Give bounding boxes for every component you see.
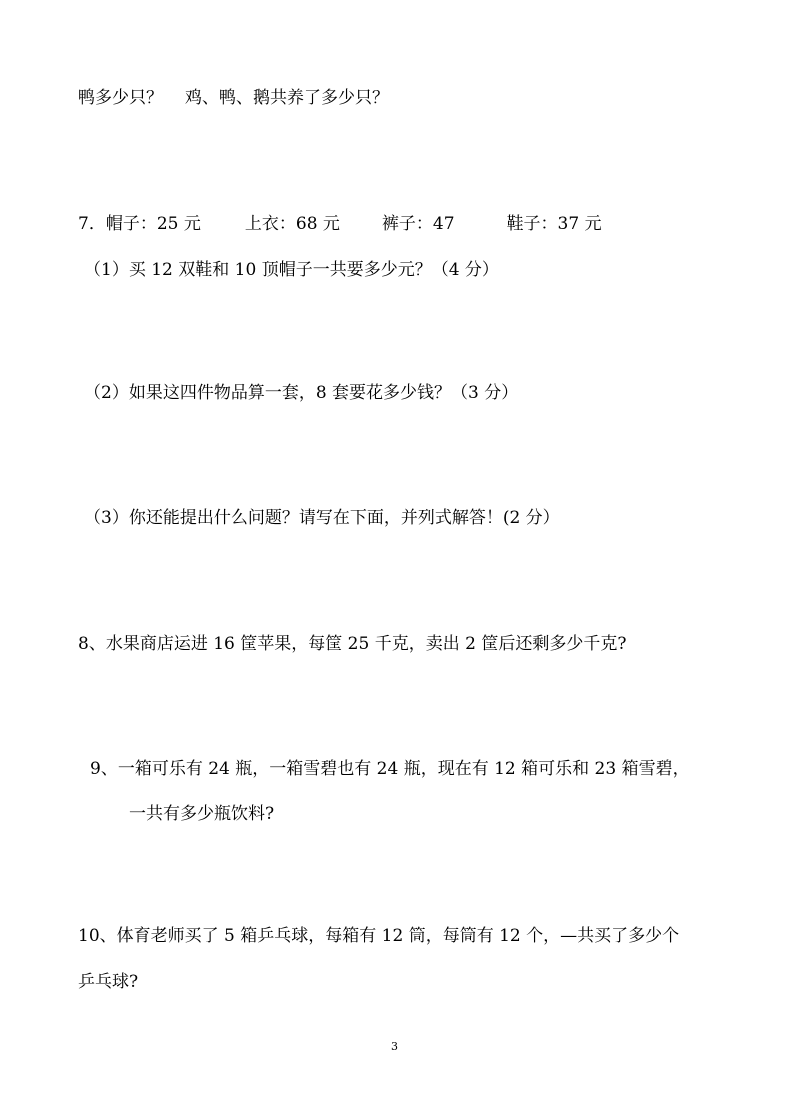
- q9-line1: 9、一箱可乐有 24 瓶，一箱雪碧也有 24 瓶，现在有 12 箱可乐和 23 箱雪碧，: [90, 759, 690, 779]
- q6-tail-part2: 鸡、鸭、鹅共养了多少只？: [185, 88, 389, 108]
- q6-tail-part1: 鸭多少只？: [78, 88, 163, 108]
- q7-sub2: （2）如果这四件物品算一套，8 套要花多少钱？（3 分）: [84, 383, 519, 403]
- page-number: 3: [391, 1040, 398, 1053]
- q6-tail-line: [78, 88, 389, 108]
- q9-line2: 一共有多少瓶饮料?: [129, 804, 275, 824]
- q10-line2: 乒乓球?: [78, 972, 139, 992]
- q7-item-shoes: 鞋子：37 元: [506, 214, 602, 234]
- q7-item-jacket: 上衣：68 元: [244, 214, 340, 234]
- q7-item-pants: 裤子：47: [381, 214, 455, 234]
- q7-sub1: （1）买 12 双鞋和 10 顶帽子一共要多少元？（4 分）: [84, 260, 499, 280]
- q7-label: 7．: [78, 214, 106, 234]
- q7-item-hat: 帽子：25 元: [105, 214, 201, 234]
- q7-prices-line: [78, 214, 602, 234]
- q10-line1: 10、体育老师买了 5 箱乒乓球，每箱有 12 筒，每筒有 12 个，—共买了多少个: [78, 926, 680, 946]
- q7-sub3: （3）你还能提出什么问题？请写在下面，并列式解答！(2 分）: [84, 508, 560, 528]
- q8-text: 8、水果商店运进 16 筐苹果，每筐 25 千克，卖出 2 筐后还剩多少千克?: [78, 634, 627, 654]
